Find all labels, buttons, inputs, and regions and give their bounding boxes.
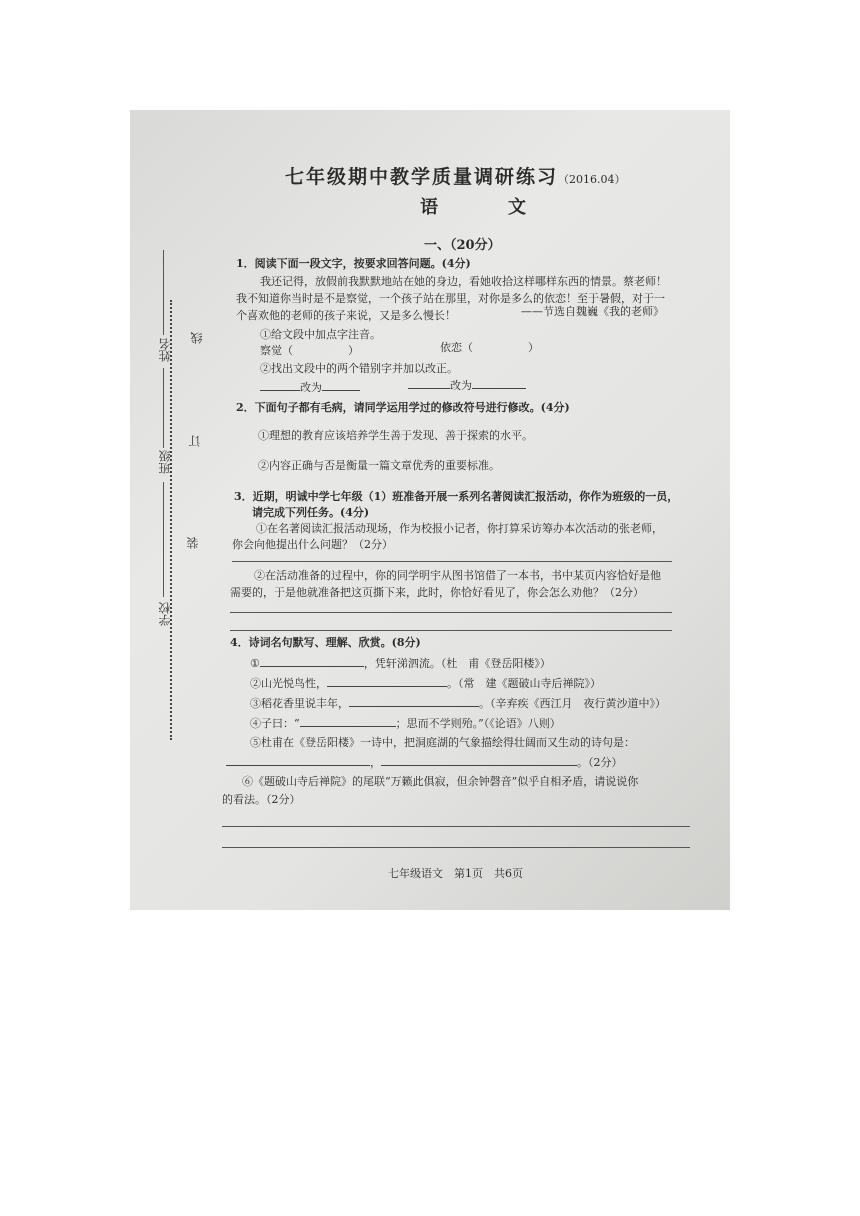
q3-answer-line3[interactable] [230, 630, 672, 631]
q3-answer-line2[interactable] [230, 612, 672, 613]
q4-line4 [250, 716, 561, 731]
q1-fix-label1: 改为 [300, 381, 322, 394]
q4-line4-prefix: ④子曰：“ [250, 717, 300, 730]
q4-answer-line1[interactable] [222, 826, 690, 827]
q4-line2-suffix: 。（常 建《题破山寺后禅院》） [447, 677, 601, 690]
q4-line3-suffix: 。（辛弃疾《西江月 夜行黄沙道中》） [479, 697, 666, 710]
q4-line6a: ⑥《题破山寺后禅院》的尾联“万籁此俱寂，但余钟磬音”似乎自相矛盾，请说说你 [242, 775, 639, 788]
q4-blank2[interactable] [327, 676, 447, 687]
q4-line1-suffix: ，凭轩涕泗流。（杜 甫《登岳阳楼》） [363, 657, 551, 670]
q4-line3 [250, 696, 666, 711]
q1-correct2-blank[interactable] [472, 378, 526, 389]
section-heading: 一、（20分） [424, 238, 501, 253]
exam-title [285, 162, 626, 189]
page-footer: 七年级语文 第1页 共6页 [388, 867, 523, 880]
subject-heading: 语 文 [420, 197, 552, 218]
exam-date: （2016.04） [558, 173, 626, 186]
q1-wrong2-blank[interactable] [408, 378, 450, 389]
q4-line1-prefix: ① [250, 657, 260, 670]
q1-passage-line1: 我还记得，放假前我默默地站在她的身边，看她收拾这样哪样东西的情景。蔡老师！ [260, 275, 667, 288]
q3-task2-line1: ②在活动准备的过程中，你的同学明宇从图书馆借了一本书，书中某页内容恰好是他 [254, 569, 661, 582]
q4-line5-score: 。（2分） [577, 756, 623, 769]
q1-word1: 察觉（ ） [260, 344, 359, 357]
q1-fix-row1 [260, 380, 360, 395]
q1-passage-line2: 我不知道你当时是不是察觉，一个孩子站在那里，对你是多么的依恋！至于暑假，对于一 [236, 292, 665, 305]
q1-passage-line3: 个喜欢他的老师的孩子来说，又是多么慢长！ [236, 309, 456, 322]
q2-heading: 2．下面句子都有毛病，请同学运用学过的修改符号进行修改。(4分) [236, 401, 570, 414]
class-blank [163, 368, 164, 448]
q4-line5-blanks [226, 755, 623, 770]
q4-heading: 4．诗词名句默写、理解、欣赏。(8分) [230, 636, 421, 649]
q4-blank4[interactable] [300, 716, 396, 727]
q4-line2 [250, 676, 601, 691]
q4-blank5b[interactable] [381, 755, 577, 766]
q3-task1-line1: ①在名著阅读汇报活动现场，作为校报小记者，你打算采访筹办本次活动的张老师， [256, 522, 663, 535]
q4-line5: ⑤杜甫在《登岳阳楼》一诗中，把洞庭湖的气象描绘得壮阔而又生动的诗句是： [250, 736, 635, 749]
q4-line5-comma: ， [370, 756, 381, 769]
q4-line4-suffix: ；思而不学则殆。”（《论语》八则） [395, 717, 561, 730]
q1-word2: 依恋（ ） [440, 341, 539, 354]
q3-heading-line2: 请完成下列任务。(4分) [252, 506, 370, 519]
margin-line-char: 线 [190, 332, 204, 344]
q3-heading-line1: 3．近期，明诚中学七年级（1）班准备开展一系列名著阅读汇报活动，你作为班级的一员， [234, 490, 679, 503]
q4-line2-prefix: ②山光悦鸟性， [250, 677, 327, 690]
margin-class-label: 班级 [158, 450, 172, 474]
q3-task2-line2: 需要的，于是他就准备把这页撕下来，此时，你恰好看见了，你会怎么劝他？（2分） [230, 586, 644, 599]
q4-blank5a[interactable] [226, 755, 370, 766]
q4-line1 [250, 656, 551, 671]
title-text: 七年级期中教学质量调研练习 [285, 166, 559, 188]
q1-correct1-blank[interactable] [322, 380, 360, 391]
q3-answer-line1[interactable] [232, 561, 672, 562]
q1-heading: 1．阅读下面一段文字，按要求回答问题。(4分) [236, 257, 471, 270]
q4-line6b: 的看法。（2分） [222, 793, 301, 806]
school-blank [163, 482, 164, 597]
margin-name-label: 姓名 [158, 338, 172, 362]
q1-wrong1-blank[interactable] [260, 380, 300, 391]
q4-blank1[interactable] [260, 656, 364, 667]
name-blank [163, 250, 164, 335]
margin-zhuang-char: 装 [186, 537, 200, 549]
q2-sentence1: ①理想的教育应该培养学生善于发现、善于探索的水平。 [258, 429, 533, 442]
margin-ding-char: 订 [188, 435, 202, 447]
q1-subtask1: ①给文段中加点字注音。 [260, 328, 381, 341]
q1-fix-label2: 改为 [450, 379, 472, 392]
q2-sentence2: ②内容正确与否是衡量一篇文章优秀的重要标准。 [258, 459, 500, 472]
q4-answer-line2[interactable] [222, 847, 690, 848]
q4-blank3[interactable] [349, 696, 479, 707]
margin-school-label: 学校 [158, 602, 172, 626]
q1-source: ——节选自魏巍《我的老师》 [521, 305, 664, 318]
q1-subtask2: ②找出文段中的两个错别字并加以改正。 [260, 362, 458, 375]
binding-dotted-line [170, 300, 172, 740]
q4-line3-prefix: ③稻花香里说丰年， [250, 697, 349, 710]
q3-task1-line2: 你会向他提出什么问题？（2分） [232, 538, 393, 551]
q1-fix-row2 [408, 378, 526, 393]
binding-margin [130, 110, 222, 910]
exam-photo [130, 110, 730, 910]
